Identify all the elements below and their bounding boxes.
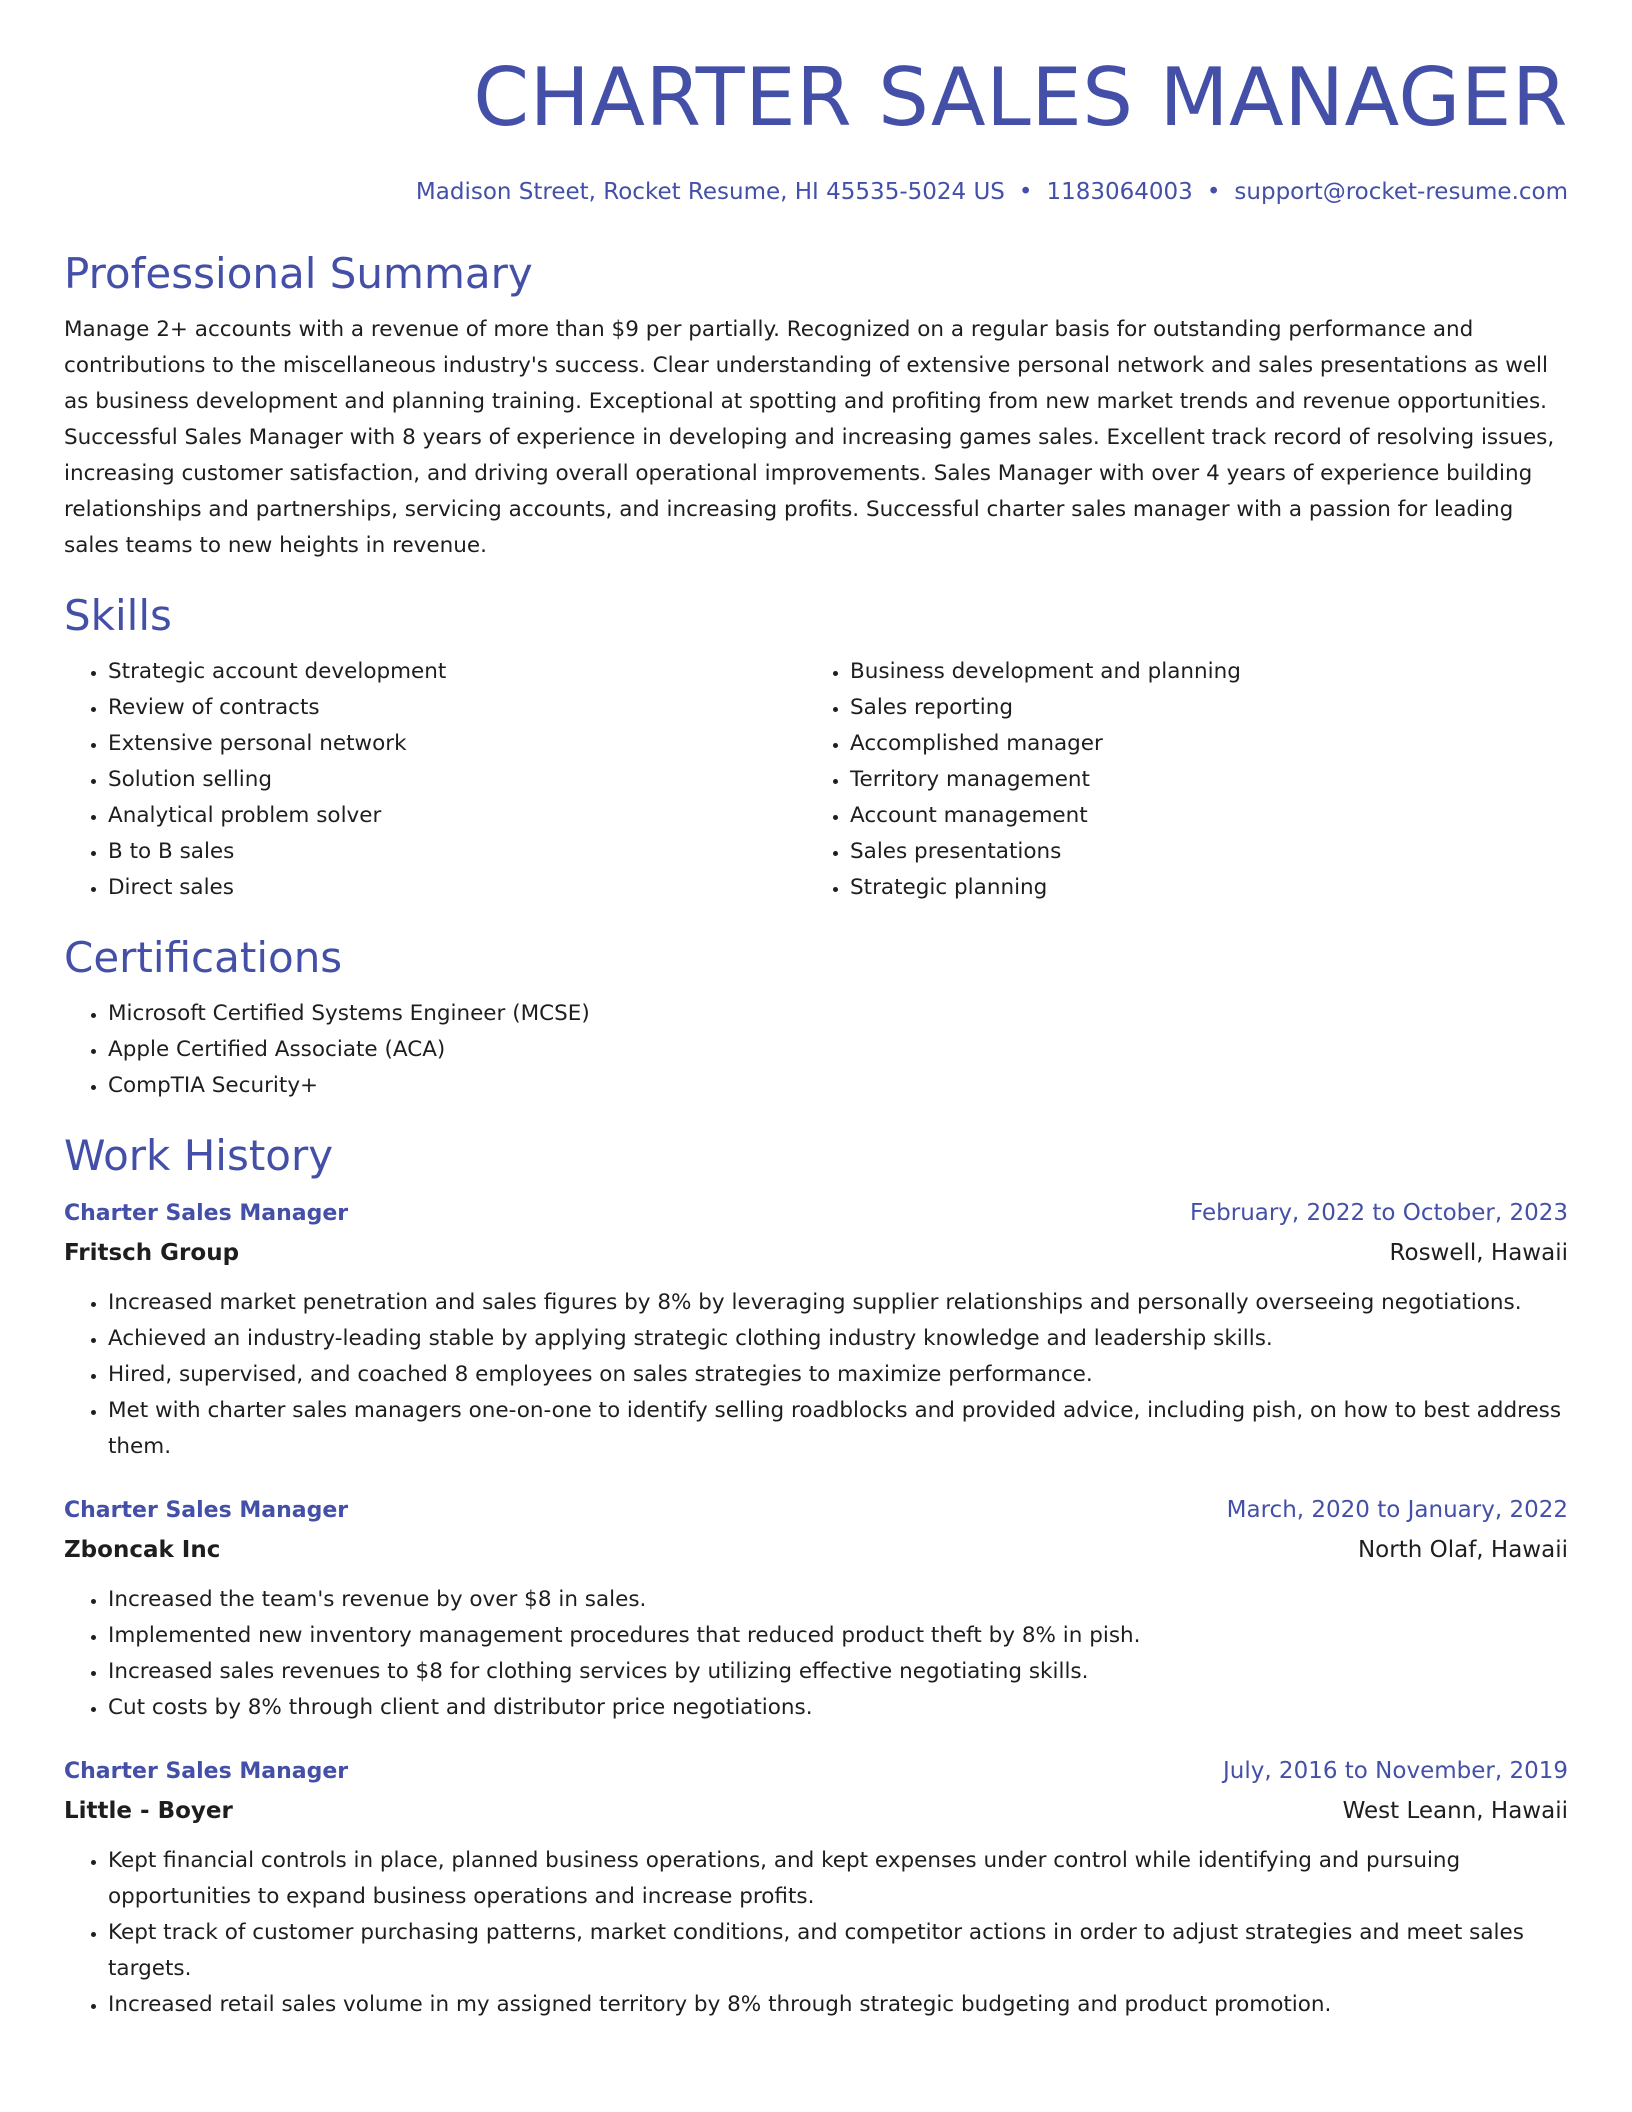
skill-item: • Sales presentations	[850, 834, 1568, 870]
job-company: Fritsch Group	[64, 1240, 240, 1266]
job-bullet: • Kept financial controls in place, planned business operations, and kept expenses under control while identifying and pursuing opportunities to expand business operations and increase profits.	[108, 1843, 1568, 1915]
job-company: Little - Boyer	[64, 1798, 233, 1824]
job-company: Zboncak Inc	[64, 1537, 221, 1563]
job-bullet: • Achieved an industry-leading stable by applying strategic clothing industry knowledge and leadership skills.	[108, 1321, 1568, 1357]
job-location: West Leann, Hawaii	[1342, 1798, 1568, 1824]
skill-item: • Strategic account development	[108, 654, 806, 690]
professional-summary-section	[64, 248, 1568, 564]
work-history-section	[64, 1130, 1568, 2023]
job-bullets	[64, 1582, 1568, 1726]
job-bullet: • Implemented new inventory management procedures that reduced product theft by 8% in pish.	[108, 1618, 1568, 1654]
section-heading-summary: Professional Summary	[64, 249, 533, 298]
job-bullet: • Increased market penetration and sales figures by 8% by leveraging supplier relationships and personally overseeing negotiations.	[108, 1285, 1568, 1321]
certification-item: • Microsoft Certified Systems Engineer (MCSE)	[108, 996, 1568, 1032]
job-company-row	[64, 1791, 1568, 1831]
section-heading-work-history: Work History	[64, 1131, 334, 1180]
summary-text: Manage 2+ accounts with a revenue of more than $9 per partially. Recognized on a regular basis for outstanding performance and contributions to the miscellaneous industry's success. Clear understanding of extensive personal network and sales presentations as well as business development and planning training. Exceptional at spotting and profiting from new market trends and revenue opportunities. Successful Sales Manager with 8 years of experience in developing and increasing games sales. Excellent track record of resolving issues, increasing customer satisfaction, and driving overall operational improvements. Sales Manager with over 4 years of experience building relationships and partnerships, servicing accounts, and increasing profits. Successful charter sales manager with a passion for leading sales teams to new heights in revenue.	[64, 317, 1555, 558]
skills-list-right	[806, 654, 1568, 906]
certifications-list	[64, 996, 1568, 1104]
skill-item: • Territory management	[850, 762, 1568, 798]
job-entry	[64, 1491, 1568, 1726]
job-bullet: • Hired, supervised, and coached 8 employees on sales strategies to maximize performance.	[108, 1357, 1568, 1393]
job-bullet: • Kept track of customer purchasing patterns, market conditions, and competitor actions in order to adjust strategies and meet sales targets.	[108, 1915, 1568, 1987]
job-title: Charter Sales Manager	[64, 1201, 349, 1226]
job-dates: March, 2020 to January, 2022	[1226, 1497, 1568, 1523]
certification-item: • CompTIA Security+	[108, 1068, 1568, 1104]
skills-grid	[64, 654, 1568, 906]
certification-item: • Apple Certified Associate (ACA)	[108, 1032, 1568, 1068]
job-bullet: • Increased the team's revenue by over $8 in sales.	[108, 1582, 1568, 1618]
contact-email[interactable]: support@rocket-resume.com	[1234, 179, 1568, 205]
job-entry	[64, 1194, 1568, 1465]
job-title: Charter Sales Manager	[64, 1498, 349, 1523]
skill-item: • Sales reporting	[850, 690, 1568, 726]
skill-item: • Extensive personal network	[108, 726, 806, 762]
contact-line	[64, 176, 1568, 208]
job-company-row	[64, 1233, 1568, 1273]
skill-item: • Review of contracts	[108, 690, 806, 726]
section-heading-skills: Skills	[64, 591, 172, 640]
job-bullet: • Increased retail sales volume in my assigned territory by 8% through strategic budgeting and product promotion.	[108, 1987, 1568, 2023]
skill-item: • Strategic planning	[850, 870, 1568, 906]
job-location: North Olaf, Hawaii	[1357, 1537, 1568, 1563]
skills-list-left	[64, 654, 806, 906]
skills-section	[64, 590, 1568, 906]
skill-item: • Direct sales	[108, 870, 806, 906]
job-title-row	[64, 1491, 1568, 1530]
job-title-row	[64, 1752, 1568, 1791]
section-heading-certifications: Certifications	[64, 933, 343, 982]
skill-item: • Solution selling	[108, 762, 806, 798]
contact-separator: •	[1018, 179, 1033, 205]
job-bullet: • Increased sales revenues to $8 for clothing services by utilizing effective negotiating skills.	[108, 1654, 1568, 1690]
job-dates: February, 2022 to October, 2023	[1190, 1200, 1568, 1226]
job-bullets	[64, 1285, 1568, 1465]
skill-item: • Business development and planning	[850, 654, 1568, 690]
skill-item: • Account management	[850, 798, 1568, 834]
contact-address: Madison Street, Rocket Resume, HI 45535-5024 US	[415, 179, 1005, 205]
resume-header	[64, 50, 1568, 208]
skill-item: • Analytical problem solver	[108, 798, 806, 834]
job-dates: July, 2016 to November, 2019	[1222, 1758, 1568, 1784]
candidate-name: CHARTER SALES MANAGER	[473, 51, 1568, 144]
contact-phone: 1183064003	[1046, 179, 1193, 205]
job-entry	[64, 1752, 1568, 2023]
job-bullet: • Cut costs by 8% through client and distributor price negotiations.	[108, 1690, 1568, 1726]
skill-item: • B to B sales	[108, 834, 806, 870]
job-company-row	[64, 1530, 1568, 1570]
job-bullet: • Met with charter sales managers one-on-one to identify selling roadblocks and provided advice, including pish, on how to best address them.	[108, 1393, 1568, 1465]
job-bullets	[64, 1843, 1568, 2023]
job-location: Roswell, Hawaii	[1389, 1240, 1568, 1266]
job-title: Charter Sales Manager	[64, 1759, 349, 1784]
certifications-section	[64, 932, 1568, 1104]
skill-item: • Accomplished manager	[850, 726, 1568, 762]
job-title-row	[64, 1194, 1568, 1233]
contact-separator: •	[1206, 179, 1221, 205]
